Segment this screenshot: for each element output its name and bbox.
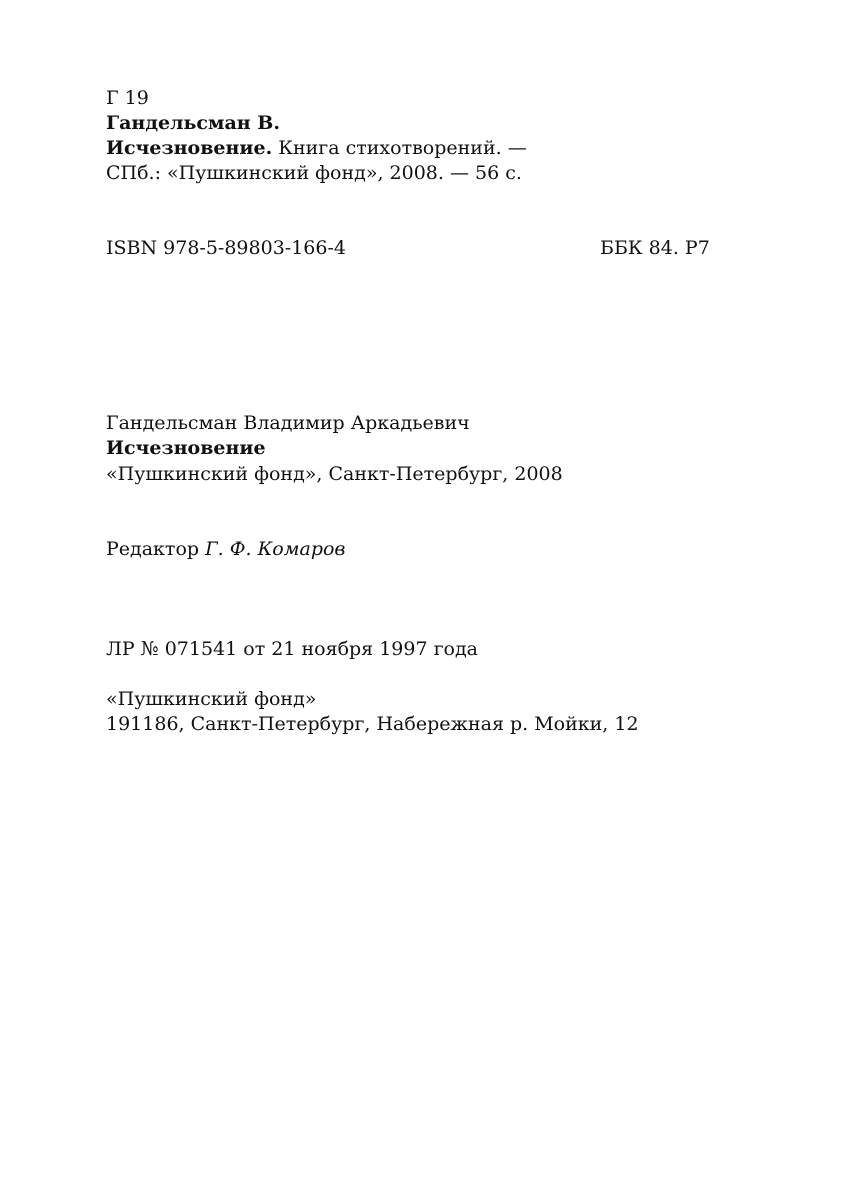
- catalog-imprint: СПб.: «Пушкинский фонд», 2008. — 56 с.: [106, 162, 522, 184]
- catalog-title-line: [106, 136, 527, 161]
- license-line: ЛР № 071541 от 21 ноября 1997 года: [106, 638, 479, 660]
- bbk: ББК 84. Р7: [600, 237, 710, 259]
- catalog-title: Исчезновение.: [106, 137, 273, 159]
- catalog-author: Гандельсман В.: [106, 112, 280, 134]
- catalog-subtitle: Книга стихотворений. —: [278, 137, 527, 159]
- colophon-title: Исчезновение: [106, 437, 266, 459]
- colophon-publisher: «Пушкинский фонд», Санкт-Петербург, 2008: [106, 463, 563, 485]
- publisher-address: 191186, Санкт-Петербург, Набережная р. Мойки, 12: [106, 713, 639, 735]
- editor-label: Редактор: [106, 538, 200, 560]
- isbn: ISBN 978-5-89803-166-4: [106, 237, 346, 259]
- colophon-author: Гандельсман Владимир Аркадьевич: [106, 412, 470, 434]
- editor-name: Г. Ф. Комаров: [205, 538, 346, 560]
- publisher-name: «Пушкинский фонд»: [106, 688, 317, 710]
- editor-line: [106, 537, 346, 562]
- catalog-index: Г 19: [106, 87, 149, 109]
